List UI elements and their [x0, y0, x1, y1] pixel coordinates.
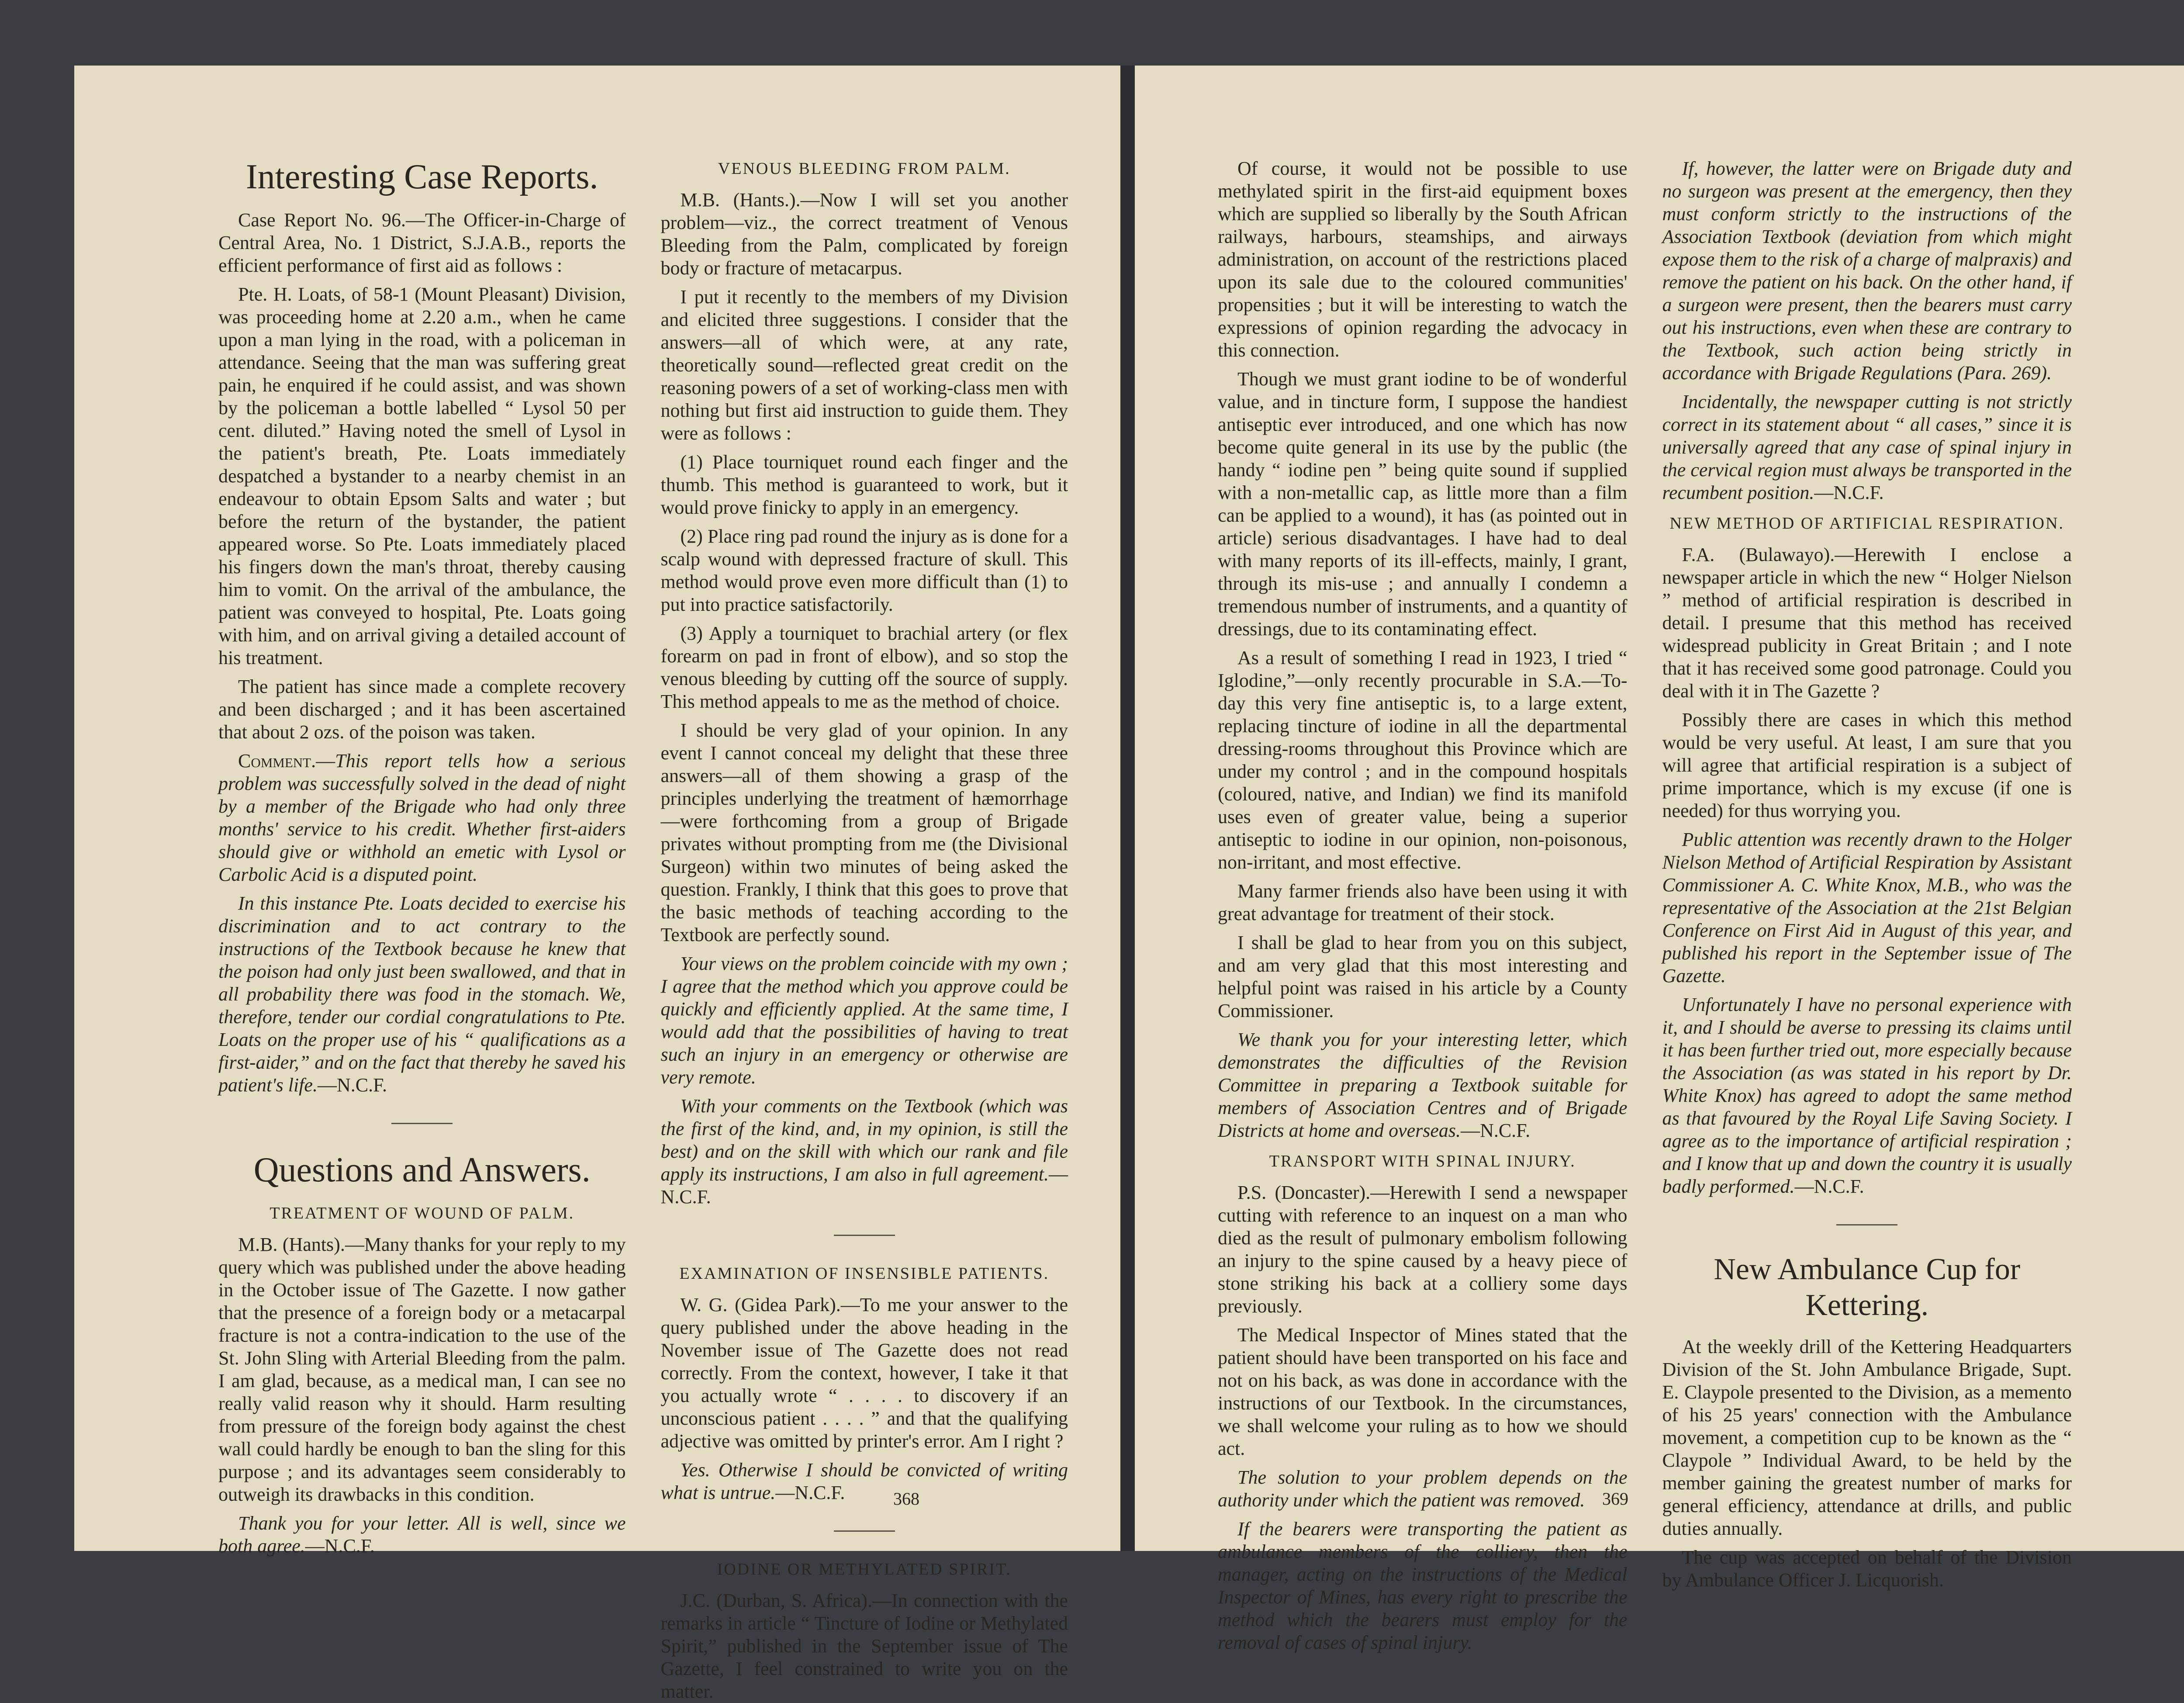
- paragraph: [218, 1512, 626, 1558]
- signature: —N.C.F.: [1814, 482, 1884, 503]
- paragraph: M.B. (Hants).—Many thanks for your reply to my query which was published under the above heading in the October issue of The Gazette. I now gather that the presence of a foreign body or a metacarpal fracture is not a contra-indication to the use of the St. John Sling with Arterial Bleeding from the palm. I am glad, because, as a medical man, I can see no really valid reason why it should. Harm resulting from pressure of the foreign body against the chest wall could hardly be enough to ban the sling for this purpose ; and its advantages seem considerably to outweigh its drawbacks in this condition.: [218, 1234, 626, 1505]
- paragraph: At the weekly drill of the Kettering Headquarters Division of the St. John Ambulance Brigade, Supt. E. Claypole presented to the Division, as a memento of his 25 years' connection with the Ambulance movement, a competition cup to be known as the “ Claypole ” Individual Award, to be held by the member gaining the greatest number of marks for general efficiency, attendance at drills, and public duties annually.: [1662, 1336, 2072, 1539]
- paragraph: I put it recently to the members of my Division and elicited three suggestions. I consider that the answers—all of which were, at any rate, theoretically sound—reflected great credit on the reasoning powers of a set of working-class men with nothing but first aid instruction to guide them. They were as follows :: [660, 286, 1068, 444]
- divider: [391, 1123, 453, 1124]
- paragraph: The Medical Inspector of Mines stated that the patient should have been transported on his face and not on his back, as was done in accordance with the instructions of our Textbook. In the circumstances, we shall welcome your ruling as to how we should act.: [1218, 1324, 1628, 1459]
- paragraph: If the bearers were transporting the patient as ambulance members of the colliery, then the manager, acting on the instructions of the Medical Inspector of Mines, has every right to prescribe the method which the bearers must employ for the removal of cases of spinal injury.: [1218, 1518, 1628, 1653]
- section-title-case-reports: Interesting Case Reports.: [246, 158, 598, 196]
- divider: [834, 1235, 895, 1236]
- subheading: NEW METHOD OF ARTIFICIAL RESPIRATION.: [1669, 514, 2065, 533]
- divider: [1836, 1224, 1897, 1225]
- paragraph: [661, 1459, 1068, 1504]
- italic-text: Unfortunately I have no personal experience with it, and I should be averse to pressing its claims until it has been further tried out, more especially because the Association (as was stated in his report by Dr. White Knox) has agreed to adopt the same method as that favoured by the Royal Life Saving Society. I agree as to the importance of artificial respiration ; and I know that up and down the country it is usually badly performed.: [1662, 994, 2072, 1197]
- subheading: VENOUS BLEEDING FROM PALM.: [718, 159, 1011, 178]
- paragraph: Possibly there are cases in which this method would be very useful. At least, I am sure that you will agree that artificial respiration is a subject of prime importance, which is my excuse (if one is needed) for thus worrying you.: [1662, 709, 2072, 821]
- paragraph: Case Report No. 96.—The Officer-in-Charge of Central Area, No. 1 District, S.J.A.B., reports the efficient performance of first aid as follows :: [218, 209, 626, 276]
- paragraph: [1662, 391, 2072, 504]
- signature: —N.C.F.: [1461, 1120, 1531, 1141]
- paragraph: I shall be glad to hear from you on this subject, and am very glad that this most interesting and helpful point was raised in his article by a County Commissioner.: [1218, 932, 1628, 1021]
- right-page: [1135, 66, 2184, 1653]
- comment-paragraph: [218, 750, 626, 886]
- section-title-questions: Questions and Answers.: [253, 1151, 591, 1189]
- paragraph: (3) Apply a tourniquet to brachial artery (or flex forearm on pad in front of elbow), and so stop the venous bleeding by cutting off the source of supply. This method appeals to me as the method of choice.: [660, 623, 1068, 712]
- subheading: TRANSPORT WITH SPINAL INJURY.: [1269, 1152, 1576, 1170]
- italic-text: We thank you for your interesting letter, which demonstrates the difficulties of the Revision Committee in preparing a Textbook suitable for members of Association Centres and of Brigade Districts at home and overseas.: [1218, 1029, 1628, 1141]
- page-number: 369: [1602, 1489, 1628, 1509]
- paragraph: Pte. H. Loats, of 58-1 (Mount Pleasant) Division, was proceeding home at 2.20 a.m., when he came upon a man lying in the road, with a policeman in attendance. Seeing that the man was suffering great pain, he enquired if he could assist, and was shown by the policeman a bottle labelled “ Lysol 50 per cent. diluted.” Having noted the smell of Lysol in the patient's breath, Pte. Loats immediately despatched a bystander to a nearby chemist in an endeavour to obtain Epsom Salts and water ; but before the return of the bystander, the patient appeared worse. So Pte. Loats immediately placed his fingers down the man's throat, thereby causing him to vomit. On the arrival of the ambulance, the patient was conveyed to hospital, Pte. Loats going with him, and on arrival giving a detailed account of his treatment.: [218, 284, 626, 668]
- paragraph: If, however, the latter were on Brigade duty and no surgeon was present at the emergency, then they must conform strictly to the instructions of the Association Textbook (deviation from which might expose them to the risk of a charge of malpraxis) and remove the patient on his back. On the other hand, if a surgeon were present, then the bearers must carry out his instructions, even when these are contrary to the Textbook, such action being strictly in accordance with Brigade Regulations (Para. 269).: [1662, 158, 2072, 384]
- paragraph: J.C. (Durban, S. Africa).—In connection with the remarks in article “ Tincture of Iodine or Methylated Spirit,” published in the September issue of The Gazette, I feel constrained to write you on the matter.: [660, 1590, 1068, 1702]
- paragraph: I should be very glad of your opinion. In any event I cannot conceal my delight that these three answers—all of them showing a grasp of the principles underlying the treatment of hæmorrhage—were forthcoming from a group of Brigade privates without prompting from me (the Divisional Surgeon) within two minutes of being asked the question. Frankly, I think that this goes to prove that the basic methods of teaching according to the Textbook are perfectly sound.: [660, 720, 1068, 945]
- paragraph: Though we must grant iodine to be of wonderful value, and in tincture form, I suppose the handiest antiseptic ever introduced, and one which has now become quite general in its use by the public (the handy “ iodine pen ” being quite sound if supplied with a non-metallic cap, as little more than a film can be applied to a wound), it has (as pointed out in article) serious disadvantages. I have had to deal with many reports of its ill-effects, mainly, I grant, through its mis-use ; and annually I condemn a tremendous number of instruments, and a quantity of dressings, due to its contaminating effect.: [1218, 368, 1628, 640]
- signature: —N.C.F.: [1794, 1176, 1864, 1197]
- signature: —N.C.F.: [305, 1535, 375, 1557]
- paragraph: (2) Place ring pad round the injury as is done for a scalp wound with depressed fracture of skull. This method would prove even more difficult than (1) to put into practice satisfactorily.: [660, 526, 1068, 615]
- paragraph: P.S. (Doncaster).—Herewith I send a newspaper cutting with reference to an inquest on a man who died as the result of pulmonary embolism following an injury to the spine caused by a heavy piece of stone striking his back at a colliery some days previously.: [1218, 1182, 1628, 1317]
- italic-text: Yes. Otherwise I should be convicted of writing what is untrue.: [660, 1459, 1068, 1503]
- paragraph: The cup was accepted on behalf of the Division by Ambulance Officer J. Licquorish.: [1662, 1547, 2072, 1591]
- paragraph: [661, 1095, 1068, 1208]
- italic-text: In this instance Pte. Loats decided to exercise his discrimination and to act contrary to the instructions of the Textbook because he knew that the poison had only just been swallowed, and that in all probability there was food in the stomach. We, therefore, tender our cordial congratulations to Pte. Loats on the proper use of his “ qualifications as a first-aider,” and on the fact that thereby he saved his patient's life.: [218, 893, 626, 1096]
- paragraph: [218, 892, 626, 1097]
- section-title-ambulance-cup: New Ambulance Cup for Kettering.: [1714, 1253, 2021, 1322]
- right-column-2: [1662, 157, 2072, 1591]
- book-gutter: [1120, 66, 1135, 1551]
- paragraph: W. G. (Gidea Park).—To me your answer to the query published under the above heading in the November issue of The Gazette does not read correctly. From the context, however, I take it that you actually wrote “ . . . . to discovery if an unconscious patient . . . . ” and that the qualifying adjective was omitted by printer's error. Am I right ?: [660, 1294, 1068, 1452]
- italic-text: Thank you for your letter. All is well, since we both agree.: [218, 1513, 626, 1557]
- paragraph: Your views on the problem coincide with my own ; I agree that the method which you approve could be quickly and efficiently applied. At the same time, I would add that the possibilities of having to treat such an injury in an emergency or otherwise are very remote.: [660, 953, 1068, 1088]
- right-column-1: [1218, 157, 1628, 1653]
- paragraph: The patient has since made a complete recovery and been discharged ; and it has been ascertained that about 2 ozs. of the poison was taken.: [218, 676, 626, 743]
- italic-text: Incidentally, the newspaper cutting is not strictly correct in its statement about “ all cases,” since it is universally agreed that any case of spinal injury in the cervical region must always be transported in the recumbent position.: [1662, 391, 2072, 503]
- paragraph: [1662, 993, 2072, 1198]
- comment-text: This report tells how a serious problem was successfully solved in the dead of night by a member of the Brigade who had only three months' service to his credit. Whether first-aiders should give or withhold an emetic with Lysol or Carbolic Acid is a disputed point.: [218, 750, 626, 885]
- paragraph: Many farmer friends also have been using it with great advantage for treatment of their stock.: [1218, 880, 1628, 924]
- signature: —N.C.F.: [317, 1074, 387, 1096]
- paragraph: M.B. (Hants.).—Now I will set you another problem—viz., the correct treatment of Venous Bleeding from the Palm, complicated by foreign body or fracture of metacarpus.: [660, 189, 1068, 279]
- left-page: [74, 66, 1120, 1702]
- left-column-1: [218, 157, 626, 1557]
- paragraph: F.A. (Bulawayo).—Herewith I enclose a newspaper article in which the new “ Holger Nielson ” method of artificial respiration is described in detail. I presume that this method has received widespread publicity in Great Britain ; and I note that it has received some good patronage. Could you deal with it in The Gazette ?: [1662, 544, 2072, 702]
- left-column-2: [660, 157, 1068, 1702]
- comment-lead: Comment.—: [238, 750, 335, 772]
- subheading: IODINE OR METHYLATED SPIRIT.: [717, 1560, 1012, 1578]
- italic-text: With your comments on the Textbook (which was the first of the kind, and, in my opinion, is still the best) and on the skill with which our rank and file apply its instructions, I am also in full agreement.: [660, 1095, 1068, 1185]
- signature: —N.C.F.: [660, 1163, 1068, 1208]
- divider: [834, 1530, 895, 1532]
- paragraph: Of course, it would not be possible to use methylated spirit in the first-aid equipment boxes which are supplied so liberally by the South African railways, harbours, steamships, and airways administration, on account of the restrictions placed upon its sale due to the coloured communities' propensities ; but it will be interesting to watch the expressions of opinion regarding the advocacy in this connection.: [1218, 158, 1628, 361]
- subheading: TREATMENT OF WOUND OF PALM.: [270, 1204, 575, 1222]
- page-number: 368: [893, 1489, 919, 1509]
- paragraph: [1218, 1028, 1628, 1142]
- paragraph: As a result of something I read in 1923, I tried “ Iglodine,”—only recently procurable in S.A.—To-day this very fine antiseptic is, to a large extent, replacing tincture of iodine in all the departmental dressing-rooms throughout this Province which are under my control ; and in the compound hospitals (coloured, native, and Indian) we find its manifold uses even of greater value, being a superior antiseptic to iodine in our opinion, non-poisonous, non-irritant, and most effective.: [1218, 647, 1628, 873]
- paragraph: The solution to your problem depends on the authority under which the patient was removed.: [1218, 1467, 1628, 1511]
- paragraph: Public attention was recently drawn to the Holger Nielson Method of Artificial Respiration by Assistant Commissioner A. C. White Knox, M.B., who was the representative of the Association at the 21st Belgian Conference on First Aid in August of this year, and published his report in the September issue of The Gazette.: [1662, 829, 2072, 986]
- signature: —N.C.F.: [775, 1482, 845, 1503]
- subheading: EXAMINATION OF INSENSIBLE PATIENTS.: [679, 1264, 1050, 1283]
- paragraph: (1) Place tourniquet round each finger and the thumb. This method is guaranteed to work, but it would prove finicky to apply in an emergency.: [660, 451, 1068, 518]
